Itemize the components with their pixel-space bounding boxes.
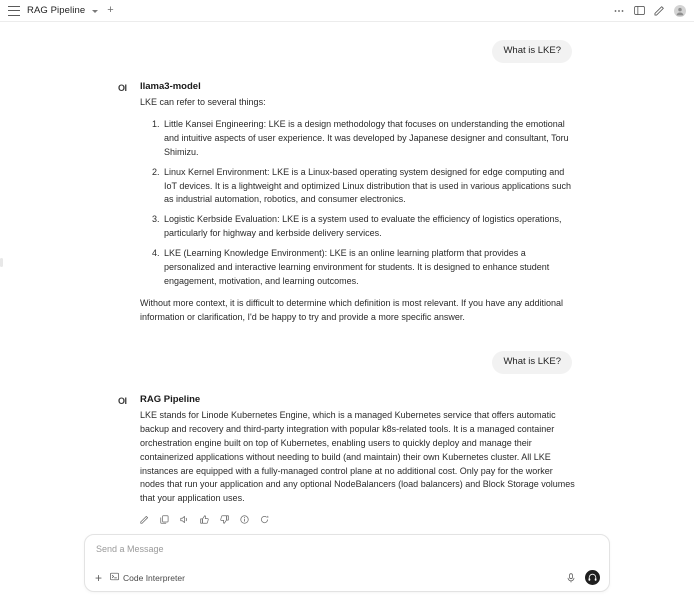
voice-mode-button[interactable] [585, 570, 600, 585]
assistant-avatar-icon: OI [118, 82, 127, 93]
list-item: 3. Logistic Kerbside Evaluation: LKE is a system used to evaluate the efficiency of logistics operations, particularly for highway and kerbside delivery services. [162, 213, 576, 241]
thumbs-up-icon[interactable] [200, 515, 209, 524]
regenerate-icon[interactable] [260, 515, 269, 524]
top-bar-right [613, 5, 686, 17]
top-bar [0, 0, 694, 22]
more-icon[interactable] [613, 5, 625, 17]
copy-icon[interactable] [160, 515, 169, 524]
scroll-indicator [0, 258, 3, 267]
edit-icon[interactable] [140, 515, 149, 524]
assistant-intro: LKE can refer to several things: [140, 96, 266, 107]
new-chat-button[interactable]: + [107, 4, 114, 16]
conversation [0, 22, 694, 534]
conversation-scroll[interactable] [0, 22, 694, 534]
message-input[interactable]: Send a Message [96, 544, 164, 555]
code-interpreter-label: Code Interpreter [123, 572, 185, 583]
info-icon[interactable] [240, 515, 249, 524]
panel-icon[interactable] [634, 5, 645, 16]
list-item: 2. Linux Kernel Environment: LKE is a Linux-based operating system designed for edge computing and IoT devices. It is a lightweight and optimized Linux distribution that is used in various applications such as industrial automation, robotics, and consumer electronics. [162, 166, 576, 208]
model-name: llama3-model [140, 80, 201, 92]
assistant-message-body [140, 81, 576, 333]
assistant-outro: Without more context, it is difficult to determine which definition is most relevant. If you have any additional information or clarification, I'd be happy to try and provide a more specific answer. [140, 298, 564, 322]
microphone-icon[interactable] [566, 573, 576, 583]
assistant-answer: LKE stands for Linode Kubernetes Engine, which is a managed Kubernetes service that offers automatic backup and recovery and third-party integration with popular k8s-related tools. It is a managed container orchestration engine built on top of Kubernetes, enabling users to quickly deploy and manage their containerized applications without needing to build (and maintain) their own Kubernetes cluster. All LKE instances are equipped with a fully-managed control plane at no additional cost. Only pay for the worker nodes that run your application and any optional NodeBalancers (load balancers) and Block Storage volumes that your application uses. [140, 409, 575, 504]
message-actions [140, 515, 576, 524]
list-item: 4. LKE (Learning Knowledge Environment): LKE is an online learning platform that provides a personalized and interactive learning environment for students. It is designed to enhance student engagement, motivation, and learning outcomes. [162, 247, 576, 289]
user-message-bubble: What is LKE? [492, 40, 572, 63]
composer-area [0, 534, 694, 600]
chevron-down-icon[interactable] [92, 10, 98, 13]
composer[interactable] [84, 534, 610, 592]
message-row-user [0, 40, 694, 63]
hamburger-icon[interactable] [8, 6, 20, 16]
definition-list [140, 118, 576, 289]
message-row-user [0, 351, 694, 374]
user-message-bubble: What is LKE? [492, 351, 572, 374]
top-bar-left [8, 5, 116, 16]
avatar[interactable] [674, 5, 686, 17]
composer-toolbar [94, 570, 600, 585]
model-name: RAG Pipeline [140, 393, 201, 405]
assistant-avatar-icon: OI [118, 395, 127, 406]
assistant-message [118, 394, 576, 525]
code-interpreter-chip[interactable] [110, 572, 185, 583]
message-row-assistant [0, 394, 694, 525]
project-title[interactable]: RAG Pipeline [27, 5, 86, 16]
speaker-icon[interactable] [180, 515, 189, 524]
assistant-message-body [140, 394, 576, 525]
assistant-message [118, 81, 576, 333]
terminal-icon [110, 572, 119, 583]
message-row-assistant [0, 81, 694, 333]
list-item: 1. Little Kansei Engineering: LKE is a design methodology that focuses on understanding the emotional and intuitive aspects of user experience. It was developed by Japanese designer and consultant, Toru Shimizu. [162, 118, 576, 160]
edit-icon[interactable] [654, 5, 665, 16]
thumbs-down-icon[interactable] [220, 515, 229, 524]
add-attachment-button[interactable]: + [95, 570, 103, 585]
composer-right [566, 570, 600, 585]
